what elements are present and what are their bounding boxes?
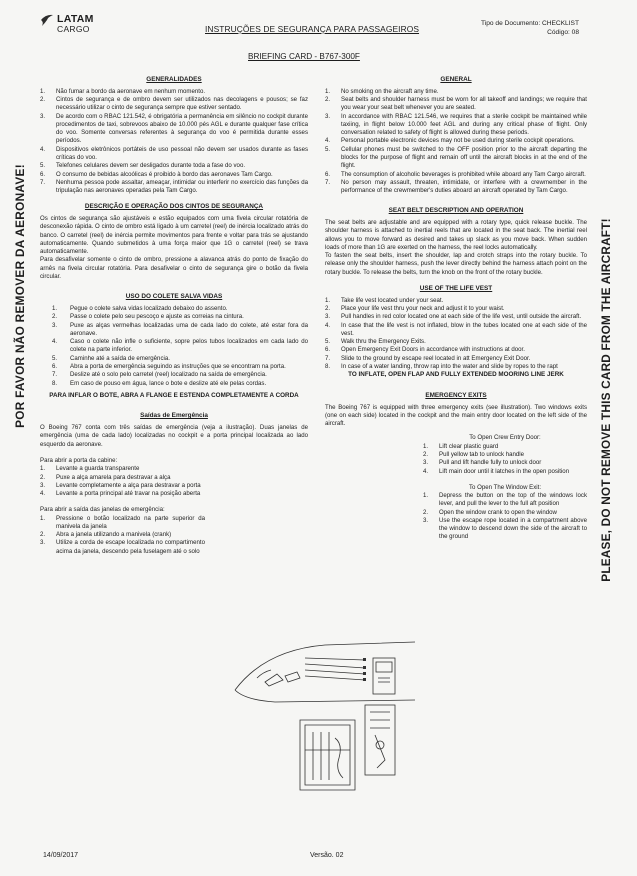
portuguese-column: [40, 72, 308, 556]
list-item: 1. Depress the button on the top of the windows lock lever, and pull the lever to the full aft position: [423, 492, 587, 508]
list-item: 7. No person may assault, threaten, intimidate, or interfere with a crewmember in the performance of the crewmember's duties aboard an aircraft operated by Tam Cargo.: [325, 178, 587, 195]
english-column: [325, 72, 587, 542]
list-item: 3. De acordo com o RBAC 121.542, é obrigatória a permanência em silêncio no cockpit durante procedimentos de taxi, sobrevoos abaixo de 10.000 pés AGL e durante qualquer fase crítica do voo. Somente conversas referentes à segurança do voo é permitida durante esses períodos.: [40, 112, 308, 145]
list-item: 4. Levante a porta principal até travar na posição aberta: [40, 490, 201, 498]
list-item: 4. Lift main door until it latches in the open position: [423, 467, 570, 475]
list-item: 3. In accordance with RBAC 121.546, we requires that a sterile cockpit be maintained while taxiing, in flight below 10.000 feet AGL and during any critical phase of flight. Only conversation related to safety of flight is allowed during these periods.: [325, 112, 587, 137]
side-warning-right-text: PLEASE, DO NOT REMOVE THIS CARD FROM THE AIRCRAFT!: [599, 218, 613, 582]
window-exit-list-en: [423, 492, 587, 542]
list-item: 6. O consumo de bebidas alcoólicas é proibido à bordo das aeronaves Tam Cargo.: [40, 170, 273, 178]
list-item: 5. Telefones celulares devem ser desligados durante toda a fase do voo.: [40, 162, 246, 170]
list-item: 1. Levante a guarda transparente: [40, 465, 140, 473]
document-type-block: [481, 20, 579, 38]
list-item: 3. Pull handles in red color located one at each side of the life vest, until outside the aircraft.: [325, 313, 582, 321]
cabin-door-title: Para abrir a porta da cabine:: [40, 456, 118, 464]
latam-bird-icon: [40, 14, 54, 27]
list-item: 4. In case that the life vest is not inflated, blow in the tubes located one at each side of the vest.: [325, 321, 587, 337]
crew-door-block: [423, 434, 587, 541]
list-item: 3. Pull and lift handle fully to unlock door: [423, 459, 542, 467]
list-item: 7. Deslize até o solo pelo carretel (reel) localizado na saída de emergência.: [52, 371, 267, 379]
section-heading-general: GENERAL: [440, 76, 472, 83]
list-item: 1. Pressione o botão localizado na parte superior da manivela da janela: [40, 514, 205, 530]
document-title: INSTRUÇÕES DE SEGURANÇA PARA PASSAGEIROS: [205, 24, 420, 34]
list-item: 2. Open the window crank to open the window: [423, 508, 557, 516]
section-heading-generalidades: GENERALIDADES: [146, 76, 202, 83]
list-item: 5. Caminhe até a saída de emergência.: [52, 354, 170, 362]
list-item: 1. Pegue o colete salva vidas localizado debaixo do assento.: [52, 305, 228, 313]
list-item: 6. Abra a porta de emergência seguindo as instruções que se encontram na porta.: [52, 362, 286, 370]
raft-instruction-en: TO INFLATE, OPEN FLAP AND FULLY EXTENDED MOORING LINE JERK: [348, 371, 564, 379]
list-item: 5. Walk thru the Emergency Exits.: [325, 338, 426, 346]
list-item: 2. Cintos de segurança e de ombro devem ser utilizados nas decolagens e pousos; se faz necessário utilizar o cinto de segurança sempre que estiver sentado.: [40, 95, 308, 112]
side-warning-left-text: POR FAVOR NÃO REMOVER DA AERONAVE!: [13, 164, 27, 428]
list-item: 4. Caso o colete não infle o suficiente, sopre pelos tubos localizados em cada lado do colete na parte inferior.: [52, 338, 308, 354]
list-item: 1. Não fumar a bordo da aeronave em nenhum momento.: [40, 87, 206, 95]
list-item: 2. Pull yellow tab to unlock handle: [423, 450, 525, 458]
list-item: 3. Utilize a corda de escape localizada no compartimento acima da janela, descendo pela fuselagem até o solo: [40, 539, 205, 555]
section-heading-cintos: DESCRIÇÃO E OPERAÇÃO DOS CINTOS DE SEGURANÇA: [84, 203, 264, 211]
list-item: 3. Puxe as alças vermelhas localizadas uma de cada lado do colete, até estar fora da aeronave.: [52, 321, 308, 337]
briefing-card-title: BRIEFING CARD - B767-300F: [248, 52, 360, 61]
list-item: 2. Place your life vest thru your neck and adjust it to your waist.: [325, 305, 505, 313]
list-item: 2. Puxe a alça amarela para destravar a alça: [40, 473, 171, 481]
list-item: 5. Cellular phones must be switched to the OFF position prior to the aircraft departing the blocks for the purpose of flight and remain off until the aircraft blocks in at the end of the flight.: [325, 145, 587, 170]
document-code: Código: 08: [547, 28, 579, 36]
list-item: 2. Abra a janela utilizando a manivela (crank): [40, 531, 172, 539]
list-item: 1. No smoking on the aircraft any time.: [325, 87, 439, 95]
list-item: 6. Open Emergency Exit Doors in accordance with instructions at door.: [325, 346, 525, 354]
cintos-paragraph-2: Para desafivelar somente o cinto de ombro, pressione a alavanca atrás do ponto de fixação do arnês na fivela circular rotatória. Para desafivelar o cinto de segurança gire o botão da fivela circular.: [40, 256, 308, 281]
seat-belt-paragraph-2: To fasten the seat belts, insert the shoulder, lap and crotch straps into the rotary buckle. To release only the shoulder harness, push the lever directly behind the harness attach point on the rotary buckle. To release the belts, turn the knob on the front of the rotary buckle.: [325, 252, 587, 276]
list-item: 2. Seat belts and shoulder harness must be worn for all takeoff and landings; we require that you wear your seat belt whenever you are seated.: [325, 95, 587, 112]
emergency-exits-illustration: [205, 620, 423, 810]
raft-instruction-pt: PARA INFLAR O BOTE, ABRA A FLANGE E ESTENDA COMPLETAMENTE A CORDA: [49, 391, 299, 399]
list-item: 6. The consumption of alcoholic beverages is prohibited while aboard any Tam Cargo aircraft.: [325, 170, 586, 178]
life-vest-list: [325, 297, 587, 372]
logo-line-2: CARGO: [57, 23, 90, 34]
list-item: 4. Dispositivos eletrônicos portáteis de uso pessoal não devem ser usados durante as fases críticas do voo.: [40, 145, 308, 161]
section-heading-colete: USO DO COLETE SALVA VIDAS: [125, 293, 223, 301]
saidas-paragraph: O Boeing 767 conta com três saídas de emergência (veja a ilustração). Duas janelas de emergência (uma de cada lado) localizadas no cockpit e a porta principal localizada ao lado esquerdo da aeronave.: [40, 424, 308, 448]
cintos-paragraph-1: Os cintos de segurança são ajustáveis e estão equipados com uma fivela circular rotatória de desconexão rápida. O cinto de ombro está ligado à um carretel (reel) de inércia localizado atrás do banco. O carretel (reel) de inércia permite movimentos para frente e voltar para trás se ajustando automaticamente. Quando submetidos à uma força maior que 1G o carretel (reel) se trava automaticamente.: [40, 215, 308, 256]
window-exit-title-en: To Open The Window Exit:: [468, 483, 542, 491]
emergency-exits-paragraph: The Boeing 767 is equipped with three emergency exits (see illustration). Two windows exits (one on each side) located in the cockpit and the main entry door located on the left side of the aircraft.: [325, 403, 587, 428]
list-item: 8. Em caso de pouso em água, lance o bote e deslize até ele pelas cordas.: [52, 379, 267, 387]
generalidades-list: [40, 88, 308, 196]
aircraft-diagram-icon: [205, 620, 423, 810]
list-item: 3. Use the escape rope located in a compartment above the window to descend down the side of the aircraft to the ground: [423, 516, 587, 541]
section-heading-life-vest: USE OF THE LIFE VEST: [419, 285, 493, 293]
list-item: 1. Take life vest located under your seat.: [325, 296, 444, 304]
list-item: 8. In case of a water landing, throw rap into the water and slide by ropes to the rapt: [325, 362, 558, 370]
latam-cargo-logo: [40, 14, 94, 33]
list-item: 7. Nenhuma pessoa pode assaltar, ameaçar, intimidar ou interferir no exercício das funções da tripulação nas aeronaves operadas pela Tam Cargo.: [40, 178, 308, 195]
list-item: 3. Levante completamente a alça para destravar a porta: [40, 481, 201, 489]
window-exit-list: [40, 515, 205, 556]
general-list: [325, 88, 587, 196]
list-item: 1. Lift clear plastic guard: [423, 442, 499, 450]
footer-version: Versão. 02: [310, 852, 344, 859]
list-item: 4. Personal portable electronic devices may not be used during sterile cockpit operations.: [325, 137, 575, 145]
section-heading-saidas: Saídas de Emergência: [140, 412, 208, 420]
seat-belt-paragraph-1: The seat belts are adjustable and are equipped with a rotary type, quick release buckle. The shoulder harness is attached to inertial reels that are located in the seat back. The inertial reel allows you to move forward as desired and takes up slack as you move back. When sudden loads of more than 1G are exerted on the harness, the reel locks automatically.: [325, 219, 587, 251]
section-heading-emergency-exits: EMERGENCY EXITS: [425, 391, 487, 399]
footer-date: 14/09/2017: [43, 852, 79, 859]
colete-list: [40, 305, 308, 388]
list-item: 7. Slide to the ground by escape reel located in att Emergency Exit Door.: [325, 354, 531, 362]
logo-line-1: LATAM: [57, 13, 94, 25]
document-type: Tipo de Documento: CHECKLIST: [481, 20, 579, 27]
section-heading-seat-belt: SEAT BELT DESCRIPTION AND OPERATION: [388, 207, 524, 215]
crew-door-title: To Open Crew Entry Door:: [469, 434, 541, 442]
crew-door-list: [423, 443, 587, 476]
list-item: 2. Passe o colete pelo seu pescoço e ajuste as correias na cintura.: [52, 313, 244, 321]
window-exit-title: Para abrir a saída das janelas de emergência:: [40, 506, 165, 514]
cabin-door-list: [40, 465, 215, 498]
